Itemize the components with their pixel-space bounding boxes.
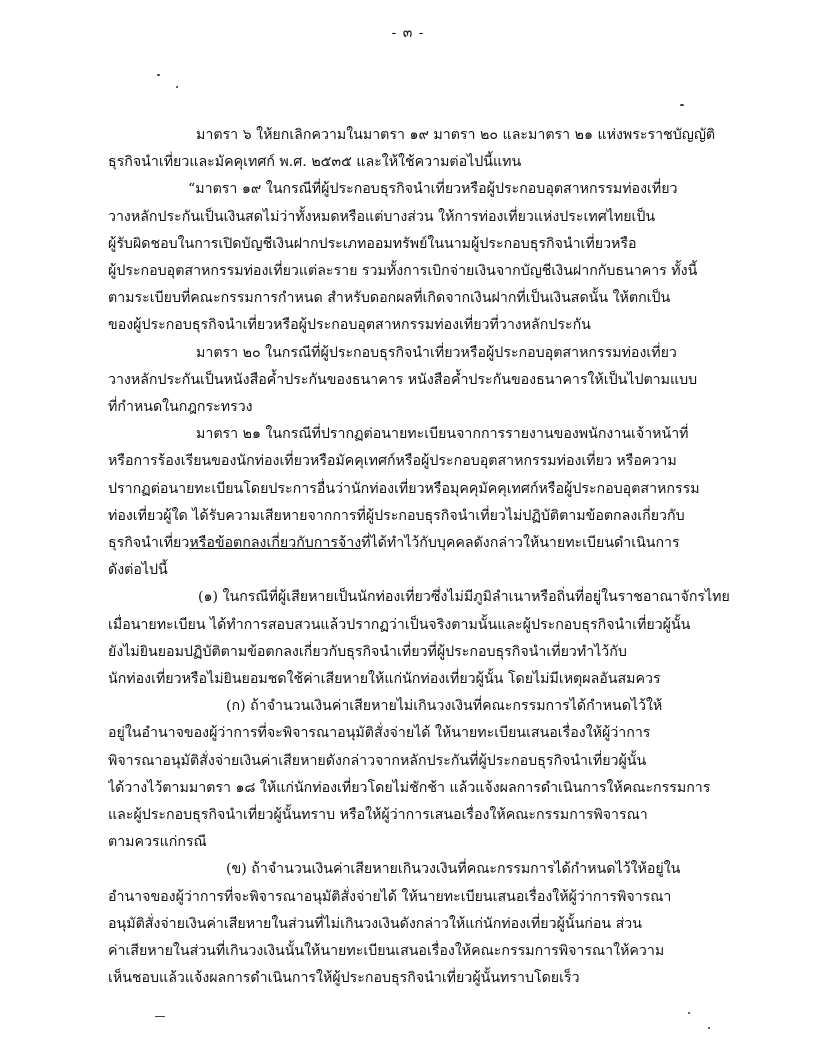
scan-speck — [176, 86, 178, 88]
article-20-line-3: ที่กำหนดในกฎกระทรวง — [108, 399, 253, 416]
article-19-line-6: ของผู้ประกอบธุรกิจนำเที่ยวหรือผู้ประกอบอุตสาหกรรมท่องเที่ยวที่วางหลักประกัน — [108, 317, 591, 334]
section-6-line-1 — [108, 122, 748, 149]
article-19-line-3: ผู้รับผิดชอบในการเปิดบัญชีเงินฝากประเภทออมทรัพย์ในนามผู้ประกอบธุรกิจนำเที่ยวหรือ — [108, 235, 637, 252]
article-21-line-5 — [108, 530, 748, 557]
item-b-line-1: (ข) ถ้าจำนวนเงินค่าเสียหายเกินวงเงินที่คณะกรรมการได้กำหนดไว้ให้อยู่ใน — [226, 861, 681, 878]
item-a-line-4: ได้วางไว้ตามมาตรา ๑๘ ให้แก่นักท่องเที่ยวโดยไม่ชักช้า แล้วแจ้งผลการดำเนินการให้คณะกรรมการ — [108, 779, 711, 796]
article-21-line-6: ดังต่อไปนี้ — [108, 562, 168, 579]
item-b-line-5: เห็นชอบแล้วแจ้งผลการดำเนินการให้ผู้ประกอบธุรกิจนำเที่ยวผู้นั้นทราบโดยเร็ว — [108, 970, 580, 987]
item-a-line-2: อยู่ในอำนาจของผู้ว่าการที่จะพิจารณาอนุมัติสั่งจ่ายได้ ให้นายทะเบียนเสนอเรื่องให้ผู้ว่าการ — [108, 725, 651, 742]
article-20-line-1: มาตรา ๒๐ ในกรณีที่ผู้ประกอบธุรกิจนำเที่ยวหรือผู้ประกอบอุตสาหกรรมท่องเที่ยว — [196, 344, 677, 361]
article-21-line-3: ปรากฏต่อนายทะเบียนโดยประการอื่นว่านักท่องเที่ยวหรือมุคคุมัคคุเทศก์หรือผู้ประกอบอุตสาหกรรม — [108, 480, 700, 497]
item-1-line-3: ยังไม่ยินยอมปฏิบัติตามข้อตกลงเกี่ยวกับธุรกิจนำเที่ยวที่ผู้ประกอบธุรกิจนำเที่ยวทำไว้กับ — [108, 643, 627, 660]
article-21-text: ที่ได้ทำไว้กับบุคคลดังกล่าวให้นายทะเบียนดำเนินการ — [361, 535, 680, 552]
article-20-line-2: วางหลักประกันเป็นหนังสือค้ำประกันของธนาคาร หนังสือค้ำประกันของธนาคารให้เป็นไปตามแบบ — [108, 371, 698, 388]
scan-speck — [688, 1012, 690, 1014]
scan-speck — [680, 104, 684, 106]
article-19-line-2: วางหลักประกันเป็นเงินสดไม่ว่าทั้งหมดหรือแต่บางส่วน ให้การท่องเที่ยวแห่งประเทศไทยเป็น — [108, 208, 656, 225]
item-1-line-1: (๑) ในกรณีที่ผู้เสียหายเป็นนักท่องเที่ยวซึ่งไม่มีภูมิลำเนาหรือถิ่นที่อยู่ในราชอาณาจักรไทย — [198, 589, 730, 606]
section-6-heading: มาตรา ๖ — [196, 127, 252, 143]
scan-speck — [157, 74, 160, 76]
item-1-line-4: นักท่องเที่ยวหรือไม่ยินยอมชดใช้ค่าเสียหายให้แก่นักท่องเที่ยวผู้นั้น โดยไม่มีเหตุผลอันสมควร — [108, 671, 661, 688]
article-19-line-4: ผู้ประกอบอุตสาหกรรมท่องเที่ยวแต่ละราย รวมทั้งการเบิกจ่ายเงินจากบัญชีเงินฝากกับธนาคาร ทั้งนี้ — [108, 263, 698, 280]
page-number: - ๓ - — [391, 25, 425, 41]
item-b-line-3: อนุมัติสั่งจ่ายเงินค่าเสียหายในส่วนที่ไม่เกินวงเงินดังกล่าวให้แก่นักท่องเที่ยวผู้นั้นก่อน ส่วน — [108, 915, 642, 932]
article-21-line-4: ท่องเที่ยวผู้ใด ได้รับความเสียหายจากการที่ผู้ประกอบธุรกิจนำเที่ยวไม่ปฏิบัติตามข้อตกลงเกี่ยวกับ — [108, 507, 685, 524]
scan-speck — [708, 1027, 710, 1029]
article-21-text: ธุรกิจนำเที่ยว — [108, 535, 190, 552]
item-b-line-4: ค่าเสียหายในส่วนที่เกินวงเงินนั้นให้นายทะเบียนเสนอเรื่องให้คณะกรรมการพิจารณาให้ความ — [108, 943, 665, 960]
underlined-amendment: หรือข้อตกลงเกี่ยวกับการจ้าง — [189, 535, 362, 552]
document-body — [108, 122, 748, 993]
item-a-line-1: (ก) ถ้าจำนวนเงินค่าเสียหายไม่เกินวงเงินที่คณะกรรมการได้กำหนดไว้ให้ — [226, 698, 663, 715]
section-6-text: ให้ยกเลิกความในมาตรา ๑๙ มาตรา ๒๐ และมาตรา ๒๑ แห่งพระราชบัญญัติ — [251, 127, 716, 143]
article-19-line-1: “มาตรา ๑๙ ในกรณีที่ผู้ประกอบธุรกิจนำเที่ยวหรือผู้ประกอบอุตสาหกรรมท่องเที่ยว — [188, 181, 678, 198]
article-19-line-5: ตามระเบียบที่คณะกรรมการกำหนด สำหรับดอกผลที่เกิดจากเงินฝากที่เป็นเงินสดนั้น ให้ตกเป็น — [108, 290, 671, 307]
article-21-line-1: มาตรา ๒๑ ในกรณีที่ปรากฏต่อนายทะเบียนจากการรายงานของพนักงานเจ้าหน้าที่ — [196, 426, 689, 443]
item-a-line-3: พิจารณาอนุมัติสั่งจ่ายเงินค่าเสียหายดังกล่าวจากหลักประกันที่ผู้ประกอบธุรกิจนำเที่ยวผู้นั้น — [108, 752, 647, 769]
item-b-line-2: อำนาจของผู้ว่าการที่จะพิจารณาอนุมัติสั่งจ่ายได้ ให้นายทะเบียนเสนอเรื่องให้ผู้ว่าการพิจารณา — [108, 888, 672, 905]
article-21-line-2: หรือการร้องเรียนของนักท่องเที่ยวหรือมัคคุเทศก์หรือผู้ประกอบอุตสาหกรรมท่องเที่ยว หรือความ — [108, 453, 677, 470]
item-a-line-6: ตามควรแก่กรณี — [108, 834, 207, 851]
scan-mark — [155, 1016, 165, 1017]
item-1-line-2: เมื่อนายทะเบียน ได้ทำการสอบสวนแล้วปรากฏว่าเป็นจริงตามนั้นและผู้ประกอบธุรกิจนำเที่ยวผู้นั้น — [108, 616, 691, 633]
section-6-line-2: ธุรกิจนำเที่ยวและมัคคุเทศก์ พ.ศ. ๒๕๓๕ และให้ใช้ความต่อไปนี้แทน — [108, 154, 522, 171]
item-a-line-5: และผู้ประกอบธุรกิจนำเที่ยวผู้นั้นทราบ หรือให้ผู้ว่าการเสนอเรื่องให้คณะกรรมการพิจารณา — [108, 807, 648, 824]
